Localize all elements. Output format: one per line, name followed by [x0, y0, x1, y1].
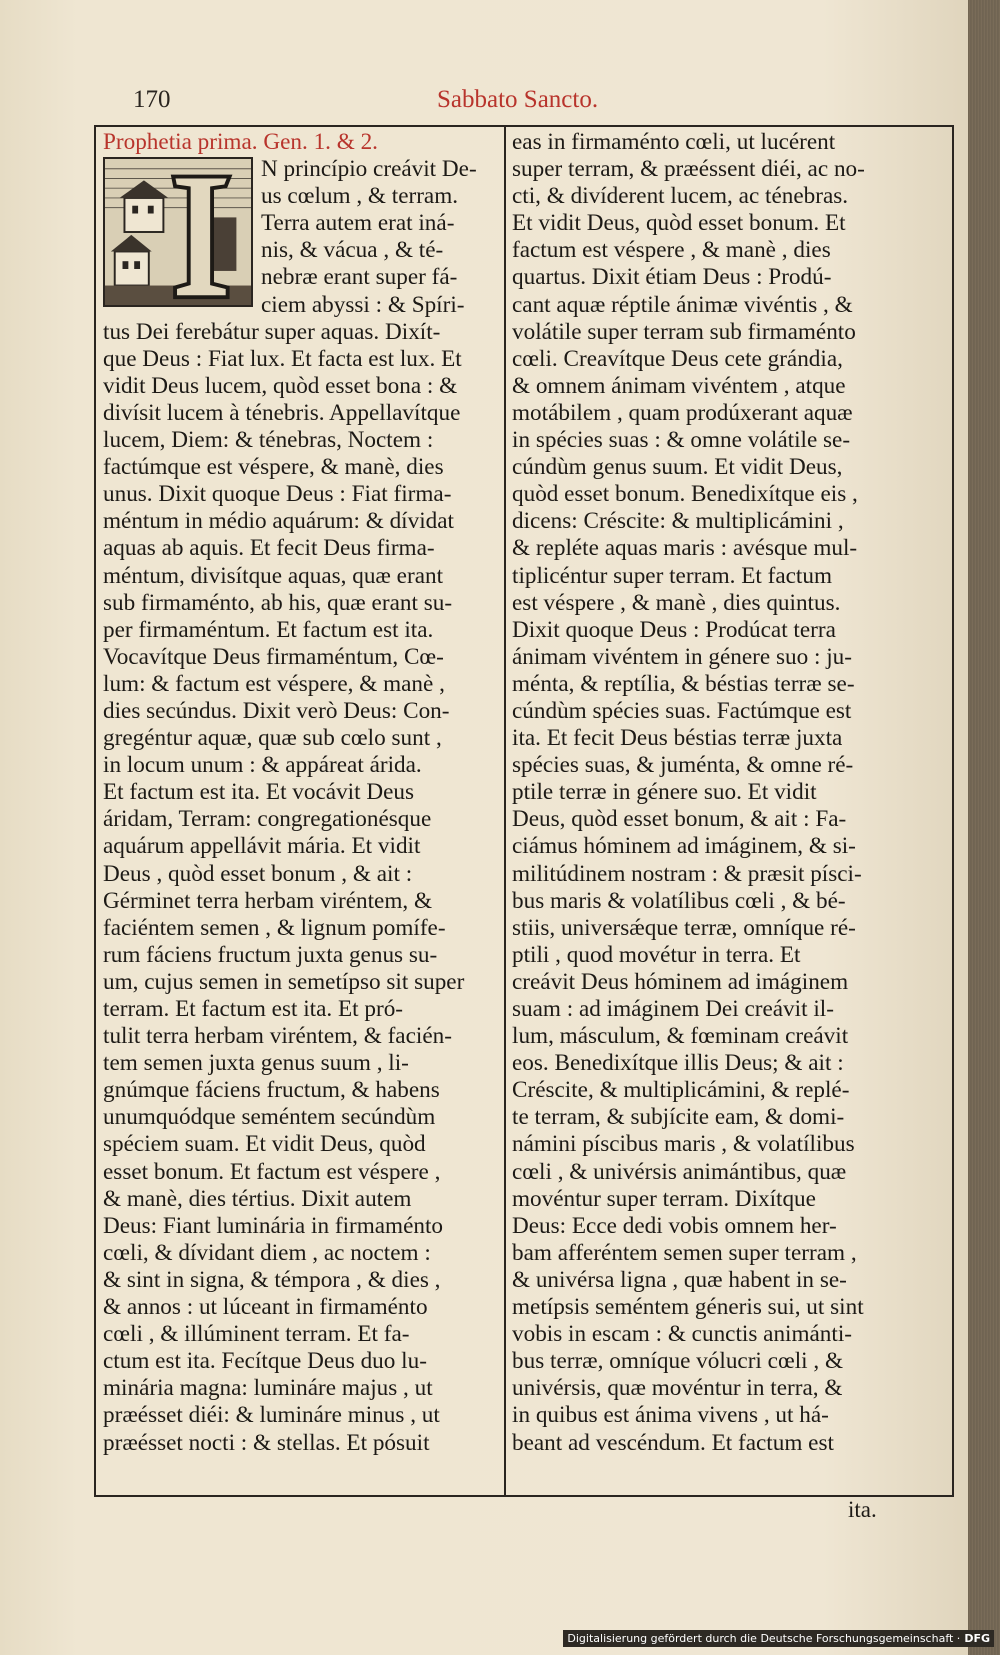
text-line: bus terræ, omníque vólucri cœli , & — [512, 1348, 844, 1375]
text-line: rum fáciens fructum juxta genus su- — [103, 941, 438, 968]
text-line: super terram, & præéssent diéi, ac no- — [512, 156, 865, 183]
text-line: cœli , & univérsis animántibus, quæ — [512, 1158, 847, 1185]
text-line: aquárum appellávit mária. Et vidit — [103, 833, 421, 860]
text-line: cúndùm genus suum. Et vidit Deus, — [512, 454, 843, 481]
text-line: tus Dei ferebátur super aquas. Dixít- — [103, 318, 441, 345]
text-line: quartus. Dixit étiam Deus : Prodú- — [512, 264, 832, 291]
text-line: & univérsa ligna , quæ habent in se- — [512, 1266, 847, 1293]
text-line: um, cujus semen in semetípso sit super — [103, 968, 465, 995]
text-line: ánimam vivéntem in génere suo : ju- — [512, 643, 852, 670]
text-line: lucem, Diem: & ténebras, Noctem : — [103, 427, 434, 454]
text-line: Dixit quoque Deus : Prodúcat terra — [512, 616, 836, 643]
text-line: áridam, Terram: congregationésque — [103, 806, 432, 833]
text-line: Deus: Fiant luminária in firmaménto — [103, 1212, 444, 1239]
text-line: unus. Dixit quoque Deus : Fiat firma- — [103, 481, 452, 508]
text-line: tem semen juxta genus suum , li- — [103, 1050, 409, 1077]
text-line: & manè, dies tértius. Dixit autem — [103, 1185, 412, 1212]
text-line: que Deus : Fiat lux. Et facta est lux. Et — [103, 345, 462, 372]
text-line: námini píscibus maris , & volatílibus — [512, 1131, 855, 1158]
text-line: cúndùm spécies suas. Factúmque est — [512, 697, 852, 724]
text-line: unumquódque seméntem secúndùm — [103, 1104, 436, 1131]
text-line: volátile super terram sub firmaménto — [512, 318, 856, 345]
text-line: cant aquæ réptile ánimæ vivéntis , & — [512, 291, 853, 318]
digitization-credit — [563, 1630, 994, 1647]
running-title: Sabbato Sancto. — [437, 86, 599, 113]
dfg-logo: DFG — [964, 1632, 990, 1645]
text-line: gnúmque fáciens fructum, & habens — [103, 1077, 440, 1104]
text-line: faciéntem semen , & lignum pomífe- — [103, 914, 446, 941]
text-line: Gérminet terra herbam viréntem, & — [103, 887, 432, 914]
text-line: cœli. Creavítque Deus cete grándia, — [512, 345, 843, 372]
text-line: est véspere , & manè , dies quintus. — [512, 589, 841, 616]
text-line: quòd esset bonum. Benedixítque eis , — [512, 481, 858, 508]
text-line: méntum in médio aquárum: & dívidat — [103, 508, 454, 535]
text-line: spécies suas, & juménta, & omne ré- — [512, 752, 854, 779]
frame-right-rule — [952, 127, 954, 1495]
text-line: ciámus hóminem ad imáginem, & si- — [512, 833, 856, 860]
text-line: movéntur super terram. Dixítque — [512, 1185, 816, 1212]
text-line: Deus: Ecce dedi vobis omnem her- — [512, 1212, 837, 1239]
text-frame — [94, 125, 954, 1497]
text-line: esset bonum. Et factum est véspere , — [103, 1158, 441, 1185]
text-line: in spécies suas : & omne volátile se- — [512, 427, 851, 454]
page-edge — [968, 0, 1000, 1655]
text-line: ita. Et fecit Deus béstias terræ juxta — [512, 725, 843, 752]
text-line: lum, másculum, & fœminam creávit — [512, 1023, 849, 1050]
text-line: cœli, & dívidant diem , ac noctem : — [103, 1239, 431, 1266]
text-line: Et vidit Deus, quòd esset bonum. Et — [512, 210, 846, 237]
text-line: bus maris & volatílibus cœli , & bé- — [512, 887, 846, 914]
text-line: præésset nocti : & stellas. Et pósuit — [103, 1429, 430, 1456]
column-left — [103, 129, 505, 1457]
text-line: eas in firmaménto cœli, ut lucérent — [512, 129, 836, 155]
credit-text: Digitalisierung gefördert durch die Deutsche Forschungsgemeinschaft · — [567, 1632, 961, 1645]
text-line: motábilem , quam prodúxerant aquæ — [512, 399, 853, 426]
text-line: suam : ad imáginem Dei creávit il- — [512, 996, 834, 1022]
text-line: spéciem suam. Et vidit Deus, quòd — [103, 1131, 426, 1158]
frame-left-rule — [94, 127, 96, 1495]
text-line: N princípio creávit De- — [261, 156, 477, 183]
text-line: Deus , quòd esset bonum , & ait : — [103, 860, 413, 887]
text-line: vobis in escam : & cunctis animánti- — [512, 1321, 853, 1348]
text-line: & sint in signa, & témpora , & dies , — [103, 1266, 441, 1293]
text-line: Deus, quòd esset bonum, & ait : Fa- — [512, 806, 847, 833]
section-heading: Prophetia prima. Gen. 1. & 2. — [103, 129, 378, 155]
text-line: bam afferéntem semen super terram , — [512, 1239, 857, 1266]
text-line: & omnem ánimam vivéntem , atque — [512, 372, 846, 399]
text-line: tulit terra herbam viréntem, & facién- — [103, 1023, 452, 1050]
text-line: dies secúndus. Dixit verò Deus: Con- — [103, 697, 450, 724]
text-line: factúmque est véspere, & manè, dies — [103, 454, 444, 481]
text-line: nis, & vácua , & té- — [261, 237, 444, 264]
page-header — [0, 86, 968, 126]
text-line: tiplicéntur super terram. Et factum — [512, 562, 832, 589]
text-line: eos. Benedixítque illis Deus; & ait : — [512, 1050, 844, 1077]
text-line: cti, & divíderent lucem, ac ténebras. — [512, 183, 849, 210]
text-line: divísit lucem à ténebris. Appellavítque — [103, 399, 461, 426]
text-line: in locum unum : & appáreat árida. — [103, 752, 422, 779]
text-line: ptile terræ in génere suo. Et vidit — [512, 779, 817, 806]
text-line: Vocavítque Deus firmaméntum, Cœ- — [103, 643, 444, 670]
text-line: ciem abyssi : & Spíri- — [261, 291, 465, 318]
text-line: Et factum est ita. Et vocávit Deus — [103, 779, 415, 806]
text-line: metípsis seméntem géneris sui, ut sint — [512, 1294, 864, 1321]
text-line: méntum, divisítque aquas, quæ erant — [103, 562, 444, 589]
text-line: in quibus est ánima vivens , ut há- — [512, 1402, 829, 1429]
text-line: vidit Deus lucem, quòd esset bona : & — [103, 372, 458, 399]
column-right — [512, 129, 948, 1457]
text-line: gregéntur aquæ, quæ sub cœlo sunt , — [103, 725, 442, 752]
page-number: 170 — [133, 86, 171, 113]
text-line: univérsis, quæ movéntur in terra, & — [512, 1375, 843, 1402]
text-line: dicens: Créscite: & multiplicámini , — [512, 508, 844, 535]
text-line: ctum est ita. Fecítque Deus duo lu- — [103, 1348, 427, 1375]
catchword: ita. — [848, 1497, 877, 1522]
text-line: cœli , & illúminent terram. Et fa- — [103, 1321, 410, 1348]
text-line: & annos : ut lúceant in firmaménto — [103, 1294, 428, 1321]
text-line: Créscite, & multiplicámini, & replé- — [512, 1077, 850, 1104]
text-line: per firmaméntum. Et factum est ita. — [103, 616, 434, 643]
text-line: ménta, & reptília, & béstias terræ se- — [512, 670, 855, 697]
text-line: nebræ erant super fá- — [261, 264, 458, 291]
text-line: te terram, & subjícite eam, & domi- — [512, 1104, 845, 1131]
text-line: & repléte aquas maris : avésque mul- — [512, 535, 858, 562]
text-line: ptili , quod movétur in terra. Et — [512, 941, 801, 968]
text-line: beant ad vescéndum. Et factum est — [512, 1429, 834, 1456]
text-line: terram. Et factum est ita. Et pró- — [103, 996, 404, 1022]
text-line: minária magna: lumináre majus , ut — [103, 1375, 433, 1402]
text-line: us cœlum , & terram. — [261, 183, 459, 210]
text-line: Terra autem erat iná- — [261, 210, 455, 237]
text-line: militúdinem nostram : & præsit písci- — [512, 860, 862, 887]
text-line: stiis, universǽque terræ, omníque ré- — [512, 914, 856, 941]
text-line: lum: & factum est véspere, & manè , — [103, 670, 445, 697]
text-line: sub firmaménto, ab his, quæ erant su- — [103, 589, 453, 616]
text-line: creávit Deus hóminem ad imáginem — [512, 968, 849, 995]
text-line: factum est véspere , & manè , dies — [512, 237, 831, 264]
text-line: aquas ab aquis. Et fecit Deus firma- — [103, 535, 435, 562]
text-line: præésset diéi: & lumináre minus , ut — [103, 1402, 440, 1429]
